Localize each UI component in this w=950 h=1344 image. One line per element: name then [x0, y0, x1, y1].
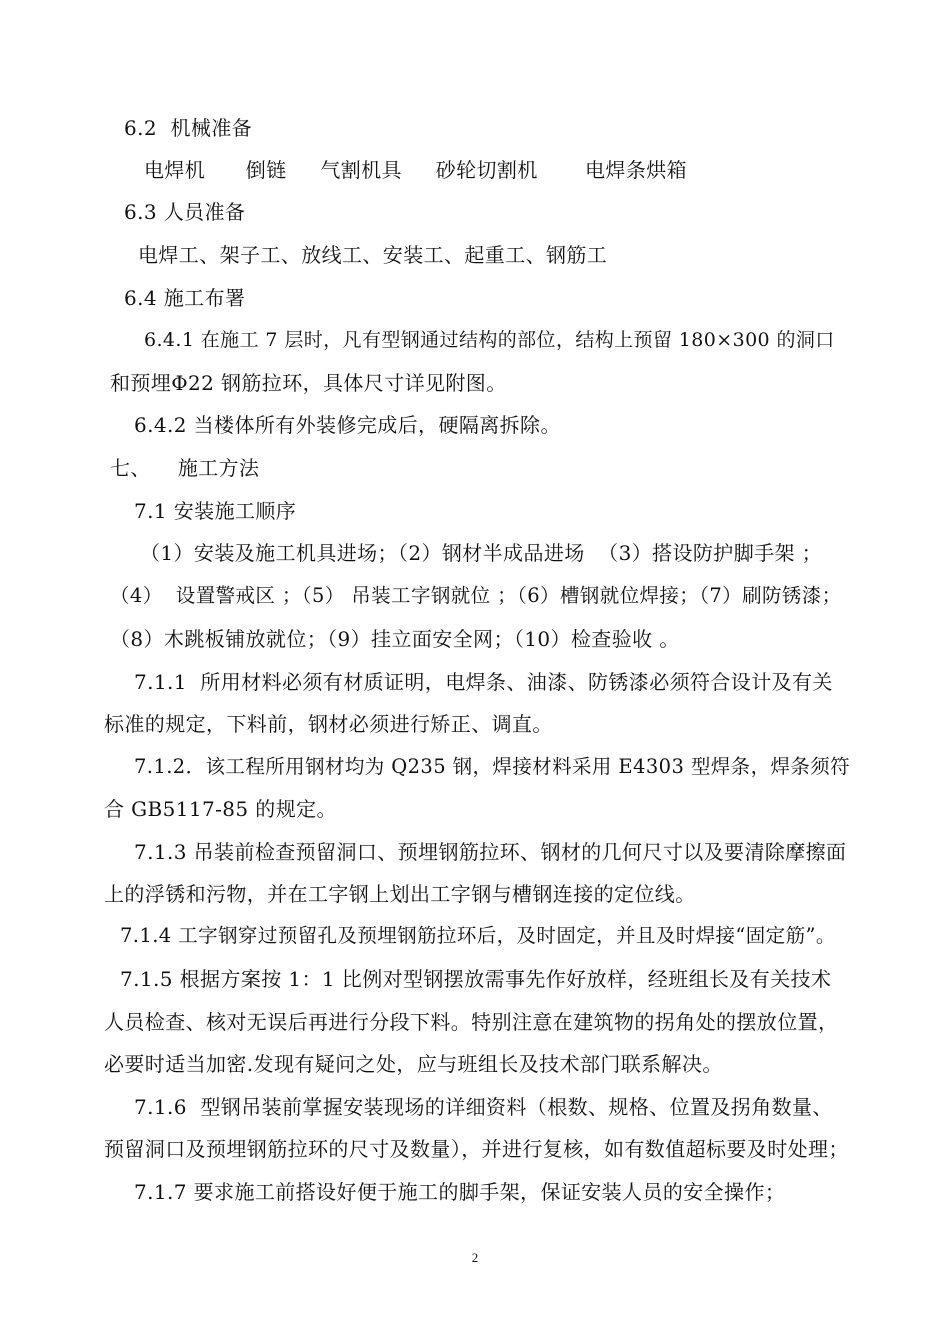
- section-6-4-heading: 6.4 施工布署: [124, 286, 246, 310]
- section-6-2-heading: 6.2 机械准备: [124, 116, 253, 140]
- sequence-line-3: （8）木跳板铺放就位；（9）挂立面安全网；（10）检查验收 。: [110, 627, 680, 651]
- personnel-list: 电焊工、架子工、放线工、安装工、起重工、钢筋工: [138, 243, 608, 267]
- paragraph-7-1-1-line-1: 7.1.1 所用材料必须有材质证明，电焊条、油漆、防锈漆必须符合设计及有关: [134, 670, 833, 694]
- section-7-1-heading: 7.1 安装施工顺序: [134, 499, 297, 523]
- paragraph-7-1-2-line-1: 7.1.2．该工程所用钢材均为 Q235 钢，焊接材料采用 E4303 型焊条，焊条须符: [134, 755, 851, 778]
- paragraph-7-1-3-line-1: 7.1.3 吊装前检查预留洞口、预埋钢筋拉环、钢材的几何尺寸以及要清除摩擦面: [134, 840, 847, 864]
- sequence-line-2: （4） 设置警戒区 ；（5） 吊装工字钢就位 ；（6）槽钢就位焊接；（7）刷防锈漆；: [110, 584, 842, 607]
- paragraph-7-1-2-line-2: 合 GB5117-85 的规定。: [104, 797, 337, 821]
- page-number: 2: [471, 1250, 479, 1265]
- paragraph-7-1-5-line-2: 人员检查、核对无误后再进行分段下料。特别注意在建筑物的拐角处的摆放位置，: [104, 1010, 839, 1034]
- paragraph-6-4-1-line-1: 6.4.1 在施工 7 层时，凡有型钢通过结构的部位，结构上预留 180×300 的洞口: [144, 329, 835, 351]
- section-6-3-heading: 6.3 人员准备: [124, 200, 246, 224]
- chapter-7-heading: 七、 施工方法: [110, 456, 260, 480]
- paragraph-7-1-5-line-3: 必要时适当加密.发现有疑问之处，应与班组长及技术部门联系解决。: [104, 1052, 723, 1076]
- paragraph-7-1-7: 7.1.7 要求施工前搭设好便于施工的脚手架，保证安装人员的安全操作；: [134, 1180, 786, 1204]
- paragraph-7-1-4: 7.1.4 工字钢穿过预留孔及预埋钢筋拉环后，及时固定，并且及时焊接“固定筋”。: [120, 924, 836, 947]
- machinery-list: 电焊机 倒链 气割机具 砂轮切割机 电焊条烘箱: [144, 158, 688, 182]
- paragraph-7-1-6-line-1: 7.1.6 型钢吊装前掌握安装现场的详细资料（根数、规格、位置及拐角数量、: [134, 1095, 833, 1119]
- paragraph-7-1-3-line-2: 上的浮锈和污物，并在工字钢上划出工字钢与槽钢连接的定位线。: [104, 882, 696, 906]
- sequence-line-1: （1）安装及施工机具进场；（2）钢材半成品进场 （3）搭设防护脚手架 ；: [140, 541, 823, 565]
- paragraph-7-1-6-line-2: 预留洞口及预埋钢筋拉环的尺寸及数量），并进行复核，如有数值超标要及时处理；: [104, 1137, 849, 1161]
- paragraph-7-1-5-line-1: 7.1.5 根据方案按 1：1 比例对型钢摆放需事先作好放样，经班组长及有关技术: [120, 967, 832, 991]
- paragraph-6-4-1-line-2: 和预埋Φ22 钢筋拉环，具体尺寸详见附图。: [110, 371, 507, 395]
- paragraph-6-4-2: 6.4.2 当楼体所有外装修完成后，硬隔离拆除。: [134, 413, 561, 437]
- paragraph-7-1-1-line-2: 标准的规定，下料前，钢材必须进行矫正、调直。: [104, 712, 553, 736]
